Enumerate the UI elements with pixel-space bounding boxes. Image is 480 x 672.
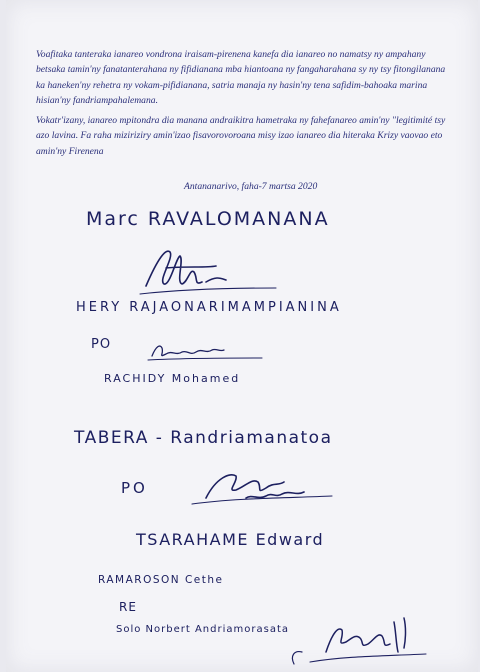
signatory-name-4: TABERA - Randriamanatoa [74,428,333,448]
statement-paragraph-1: Voafitaka tanteraka ianareo vondrona iraisam-pirenena kanefa dia ianareo no namatsy ny ampahany betsaka tamin'ny fanatanterahana ny fifidianana mba hiantoana ny fangaharahana sy ny tsy fitongilanana ka haneken'ny rehetra ny vokam-pifidianana, satria manaja ny hasin'ny tena safidim-bahoaka marina hisian'ny fandriampahalemana. [36,49,446,107]
signature-3 [186,468,336,510]
signatory-name-1: Marc RAVALOMANANA [86,208,330,230]
signature-2 [146,338,266,366]
signatory-name-7: Solo Norbert Andriamorasata [116,624,289,635]
signatory-name-6: RAMAROSON Cethe [98,574,224,586]
signatory-name-3: RACHIDY Mohamed [104,372,241,385]
re-label: RE [119,600,137,614]
document-page [6,0,478,672]
signature-4 [286,612,436,668]
signature-1 [136,238,286,302]
signatory-name-2: HERY RAJAONARIMAMPIANINA [76,300,342,315]
po-label-2: PO [121,479,148,497]
statement-paragraph-2: Vokatr'izany, ianareo mpitondra dia manana andraikitra hametraka ny fahefanareo amin'ny "legitimité tsy azo lavina. Fa raha miziriziry amin'izao fisavorovoroana misy izao ianareo dia hiteraka Krizy vaovao eto amin'ny Firenena [36,115,446,157]
signatory-name-5: TSARAHAME Edward [136,530,325,549]
po-label-1: PO [91,337,112,352]
place-and-date: Antananarivo, faha-7 martsa 2020 [184,181,318,192]
